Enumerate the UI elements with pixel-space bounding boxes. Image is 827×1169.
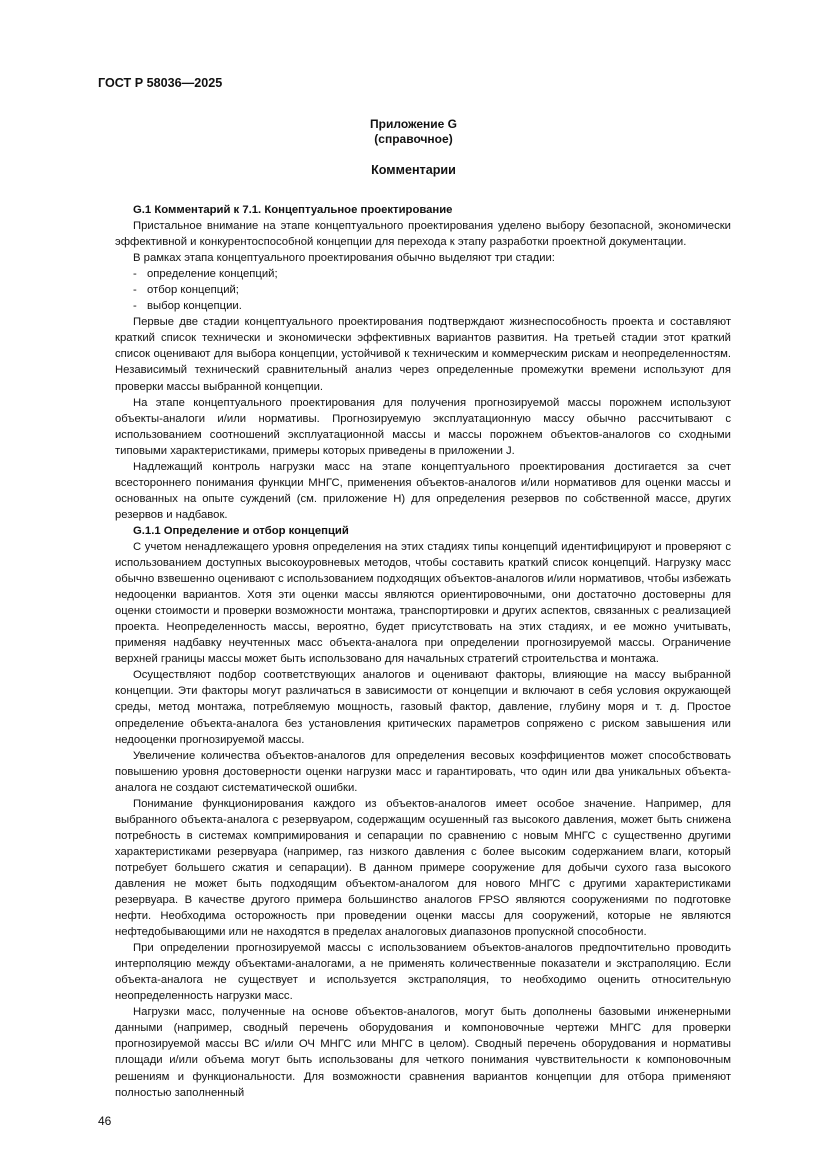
paragraph: Первые две стадии концептуального проектирования подтверждают жизнеспособность проекта и составляют краткий список технически и экономически эффективных вариантов развития. На третьей стадии этот краткий список оценивают для выбора концепции, устойчивой к техническим и коммерческим рискам и неопределенностям. Независимый технический сравнительный анализ через определенные промежутки времени используют для проверки массы выбранной концепции. — [115, 316, 731, 393]
section-g11-heading: G.1.1 Определение и отбор концепций — [133, 524, 349, 537]
appendix-note: (справочное) — [374, 132, 453, 146]
document-standard-id: ГОСТ Р 58036—2025 — [98, 76, 223, 90]
list-item-text: определение концепций; — [147, 268, 278, 281]
paragraph: Осуществляют подбор соответствующих аналогов и оценивают факторы, влияющие на массу выбранной концепции. Эти факторы могут различаться в зависимости от концепции и включают в себя условия окружающей среды, метод монтажа, потребляемую мощность, газовый фактор, давление, глубину моря и т. д. Простое определение объекта-аналога без установления критических параметров сопряжено с риском завышения или недооценки прогнозируемой массы. — [115, 669, 731, 746]
section-g1-heading: G.1 Комментарий к 7.1. Концептуальное проектирование — [133, 204, 453, 216]
paragraph: На этапе концептуального проектирования для получения прогнозируемой массы порожнем используют объекты-аналоги и/или нормативы. Прогнозируемую эксплуатационную массу обычно рассчитывают с использованием соотношений эксплуатационной массы и массы порожнем объектов-аналогов со сходными типовыми характеристиками, примеры которых приведены в приложении J. — [115, 396, 731, 457]
paragraph: Надлежащий контроль нагрузки масс на этапе концептуального проектирования достигается за счет всестороннего понимания функции МНГС, применения объектов-аналогов и/или нормативов для оценки массы и основанных на опыте суждений (см. приложение H) для определения резервов по собственной массе, других резервов и надбавок. — [115, 460, 731, 521]
list-item-text: выбор концепции. — [147, 300, 242, 313]
paragraph: Нагрузки масс, полученные на основе объектов-аналогов, могут быть дополнены базовыми инженерными данными (например, сводный перечень оборудования и компоновочные чертежи МНГС для проверки прогнозируемой массы ВС и/или ОЧ МНГС или МНГС в целом). Сводный перечень оборудования и нормативы площади и/или объема могут быть использованы для четкого понимания чувствительности к компоновочным решениям и функциональности. Для возможности сравнения вариантов концепции для отбора применяют полностью заполненный — [115, 1006, 731, 1099]
paragraph: Пристальное внимание на этапе концептуального проектирования уделено выбору безопасной, экономически эффективной и конкурентоспособной концепции для перехода к этапу разработки проектной документации. — [115, 220, 731, 249]
list-item — [133, 282, 731, 298]
appendix-title: Приложение G — [370, 117, 457, 131]
paragraph: С учетом ненадлежащего уровня определения на этих стадиях типы концепций идентифицируют и проверяют с использованием доступных высокоуровневых методов, чтобы составить краткий список концепций. Нагрузку масс обычно взвешенно оценивают с использованием подходящих объектов-аналогов и/или нормативов, чтобы избежать недооценки вариантов. Хотя эти оценки массы являются ориентировочными, они достаточно достоверны для оценки стоимости и проверки возможности монтажа, транспортировки и других аспектов, связанных с реализацией проекта. Неопределенность массы, вероятно, будет присутствовать на этих стадиях, и ее можно учитывать, применяя надбавку неучтенных масс объекта-аналога при определении прогнозируемой массы. Ограничение верхней границы массы может быть использовано для начальных стратегий строительства и монтажа. — [115, 540, 731, 666]
paragraph: Понимание функционирования каждого из объектов-аналогов имеет особое значение. Например, для выбранного объекта-аналога с резервуаром, содержащим осушенный газ высокого давления, может быть снижена потребность в системах компримирования и сепарации по сравнению с новым МНГС с существенно другими характеристиками резервуара (например, газ низкого давления с более высоким содержанием влаги, который потребует большего сжатия и сепарации). В данном примере сооружение для добычи сухого газа высокого давления не может быть подходящим объектом-аналогом для нового МНГС с другими характеристиками резервуара. В качестве другого примера большинство аналогов FPSO являются сооружениями по подготовке нефти. Необходима осторожность при проведении оценки массы для сооружений, которые не являются нефтедобывающими или не находятся в пределах аналоговых диапазонов пропускной способности. — [115, 797, 731, 939]
list-item — [133, 298, 731, 314]
section-title: Комментарии — [371, 163, 456, 177]
page-number: 46 — [98, 1114, 112, 1128]
body-text — [115, 202, 731, 1101]
list-item — [133, 266, 731, 282]
dash-bullet: - — [133, 284, 137, 297]
dash-bullet: - — [133, 300, 137, 313]
paragraph: При определении прогнозируемой массы с использованием объектов-аналогов предпочтительно проводить интерполяцию между объектами-аналогами, а не применять количественные показатели и экстраполяцию. Если объекта-аналога не существует и используется экстраполяция, то необходимо оценить относительную неопределенность нагрузки масс. — [115, 942, 731, 1003]
paragraph: В рамках этапа концептуального проектирования обычно выделяют три стадии: — [133, 252, 555, 265]
list-item-text: отбор концепций; — [147, 284, 239, 297]
paragraph: Увеличение количества объектов-аналогов для определения весовых коэффициентов может способствовать повышению уровня достоверности оценки нагрузки масс и гарантировать, что один или два уникальных объекта-аналога не создают систематической ошибки. — [115, 749, 731, 794]
dash-bullet: - — [133, 268, 137, 281]
